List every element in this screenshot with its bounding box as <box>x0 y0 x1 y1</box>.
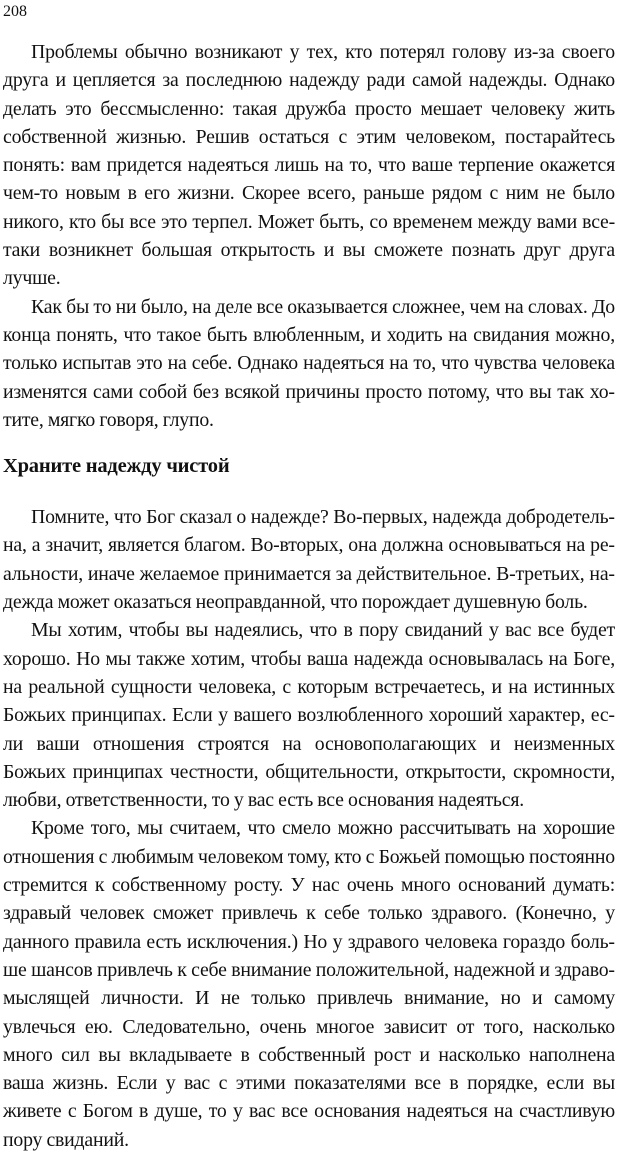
page-body <box>3 38 615 1154</box>
paragraph-hope-based-on-god: Мы хотим, чтобы вы надеялись, что в пору свиданий у вас все будет хорошо. Но мы также хотим, чтобы ваша надежда основывалась на Боге, на реальной сущности человека, с которым встречаетесь, и на истинных Божьих принципах. Если у вашего возлюбленного хороший характер, если ваши отношения строятся на основополагающих и неизменных Божьих принципах честности, общительности, открытости, скромности, любви, ответственности, то у вас есть все основания надеяться. <box>3 619 615 812</box>
paragraph-god-on-hope: Помните, что Бог сказал о надежде? Во-первых, надежда добродетельна, а значит, является благом. Во-вторых, она должна основываться на реальности, иначе желаемое принимается за действительное. В-третьих, надежда может оказаться неоправданной, что порождает душевную боль. <box>3 506 615 614</box>
section-heading: Храните надежду чистой <box>3 455 230 478</box>
paragraph-problems: Проблемы обычно возникают у тех, кто потерял голову из-за своего друга и цепляется за последнюю надежду ради самой надежды. Однако делать это бессмысленно: такая дружба просто мешает человеку жить собственной жизнью. Решив остаться с этим человеком, постарайтесь понять: вам придется надеяться лишь на то, что ваше терпение окажется чем-то новым в его жизни. Скорее всего, раньше рядом с ним не было никого, кто бы все это терпел. Может быть, со временем между вами все-таки возникнет большая открытость и вы сможете познать друг друга лучше. <box>3 41 615 290</box>
page-number: 208 <box>3 3 27 20</box>
paragraph-complexity: Как бы то ни было, на деле все оказывается сложнее, чем на словах. До конца понять, что такое быть влюбленным, и ходить на свидания можно, только испытав это на себе. Однако надеяться на то, что чувства человека изменятся сами собой без всякой причины просто потому, что вы так хотите, мягко говоря, глупо. <box>3 295 615 431</box>
paragraph-personal-growth: Кроме того, мы считаем, что смело можно рассчитывать на хорошие отношения с любимым человеком тому, кто с Божьей помощью постоянно стремится к собственному росту. У нас очень много оснований думать: здравый человек сможет привлечь к себе только здравого. (Конечно, у данного правила есть исключения.) Но у здравого человека гораздо больше шансов привлечь к себе внимание положительной, надежной и здравомыслящей личности. И не только привлечь внимание, но и самому увлечься ею. Следовательно, очень многое зависит от того, насколько много сил вы вкладываете в собственный рост и насколько наполнена ваша жизнь. Если у вас с этими показателями все в порядке, если вы живете с Богом в душе, то у вас все основания надеяться на счастливую пору свиданий. <box>3 817 615 1151</box>
